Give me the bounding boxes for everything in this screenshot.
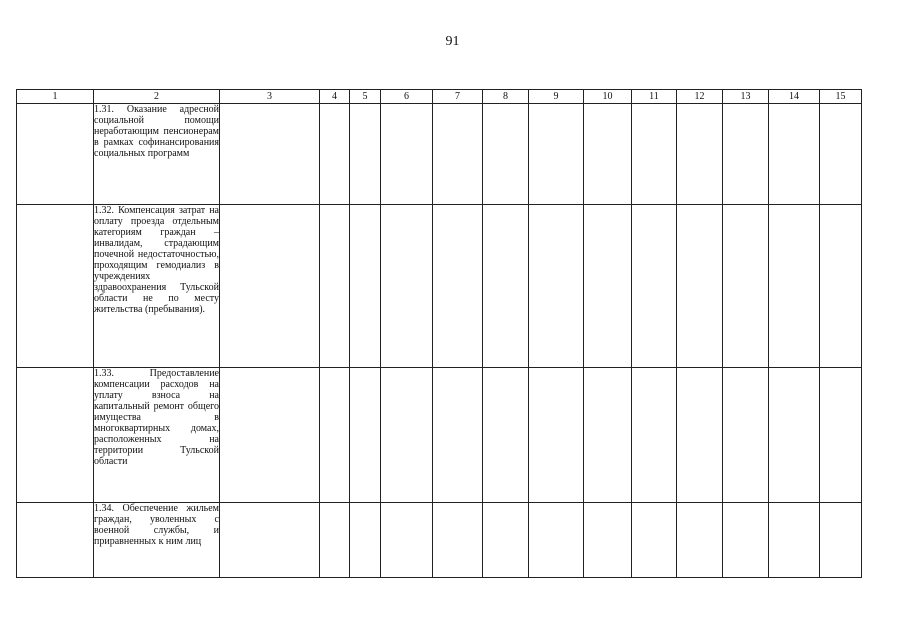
header-cell: 15 (820, 90, 862, 104)
header-cell: 9 (529, 90, 584, 104)
header-cell: 3 (220, 90, 320, 104)
row-description: 1.31. Оказание адресной социальной помощи неработающим пенсионерам в рамках софинансирования социальных программ (94, 104, 220, 205)
page-number: 91 (445, 34, 460, 49)
table-row (17, 368, 862, 503)
header-cell: 14 (769, 90, 820, 104)
header-cell: 12 (677, 90, 723, 104)
row-description: 1.32. Компенсация затрат на оплату проезда отдельным категориям граждан – инвалидам, страдающим почечной недостаточностью, проходящим гемодиализ в учреждениях здравоохранения Тульской области не по месту жительства (пребывания). (94, 205, 220, 368)
table-row (17, 104, 862, 205)
header-cell: 5 (350, 90, 381, 104)
header-cell: 8 (483, 90, 529, 104)
header-cell: 10 (584, 90, 632, 104)
header-row (17, 90, 862, 104)
table-row (17, 205, 862, 368)
header-cell: 1 (17, 90, 94, 104)
row-description: 1.34. Обеспечение жильем граждан, уволенных с военной службы, и приравненных к ним лиц (94, 503, 220, 578)
header-cell: 11 (632, 90, 677, 104)
header-cell: 4 (320, 90, 350, 104)
header-cell: 2 (94, 90, 220, 104)
data-table (16, 89, 862, 578)
header-cell: 6 (381, 90, 433, 104)
row-description: 1.33. Предоставление компенсации расходов на уплату взноса на капитальный ремонт общего имущества в многоквартирных домах, расположенных на территории Тульской области (94, 368, 220, 503)
header-cell: 7 (433, 90, 483, 104)
table-row (17, 503, 862, 578)
header-cell: 13 (723, 90, 769, 104)
